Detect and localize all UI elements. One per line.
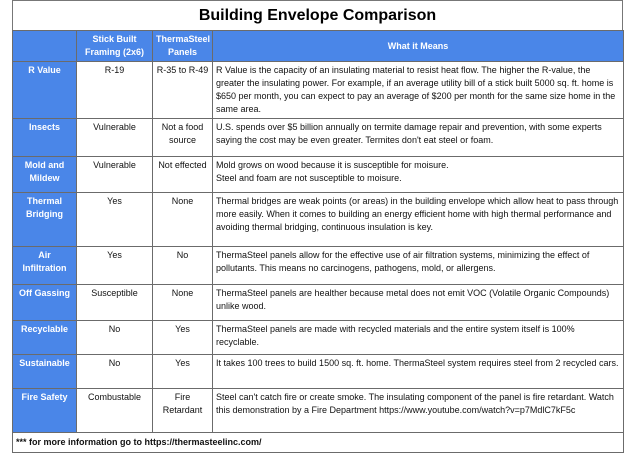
stick-value: Yes (77, 247, 153, 285)
row-description: Mold grows on wood because it is susceptible for moisure. Steel and foam are not susceptible to moisure. (213, 157, 624, 193)
table-row (13, 157, 624, 193)
stick-value: R-19 (77, 62, 153, 119)
row-label: Thermal Bridging (13, 193, 77, 247)
table-row (13, 119, 624, 157)
table-row (13, 193, 624, 247)
row-label: Recyclable (13, 321, 77, 355)
header-thermasteel: ThermaSteel Panels (153, 31, 213, 62)
header-corner (13, 31, 77, 62)
footer-row (13, 433, 624, 453)
header-what-it-means: What it Means (213, 31, 624, 62)
comparison-sheet (12, 0, 623, 453)
row-label: Air Infiltration (13, 247, 77, 285)
footer-note: *** for more information go to https://thermasteelinc.com/ (13, 433, 624, 453)
row-description: ThermaSteel panels are healther because metal does not emit VOC (Volatile Organic Compounds) unlike wood. (213, 285, 624, 321)
table-row (13, 389, 624, 433)
comparison-table (12, 30, 624, 453)
therma-value: Yes (153, 321, 213, 355)
therma-value: Not a food source (153, 119, 213, 157)
therma-value: R-35 to R-49 (153, 62, 213, 119)
stick-value: No (77, 321, 153, 355)
therma-value: None (153, 285, 213, 321)
therma-value: Not effected (153, 157, 213, 193)
row-label: R Value (13, 62, 77, 119)
row-description: Thermal bridges are weak points (or areas) in the building envelope which allow heat to pass through more easily. When it comes to building an energy efficient home with high thermal performance and avoiding thermal bridging, continuous insulation is key. (213, 193, 624, 247)
stick-value: Vulnerable (77, 119, 153, 157)
stick-value: Susceptible (77, 285, 153, 321)
row-label: Sustainable (13, 355, 77, 389)
page-title: Building Envelope Comparison (12, 0, 623, 30)
stick-value: Yes (77, 193, 153, 247)
row-description: U.S. spends over $5 billion annually on termite damage repair and prevention, with some experts saying the cost may be even greater. Termites don't eat steel or foam. (213, 119, 624, 157)
row-description: ThermaSteel panels allow for the effective use of air filtration systems, minimizing the effect of pollutants. This means no carcinogens, pathogens, mold, or allergens. (213, 247, 624, 285)
table-row (13, 62, 624, 119)
row-label: Fire Safety (13, 389, 77, 433)
row-label: Mold and Mildew (13, 157, 77, 193)
stick-value: No (77, 355, 153, 389)
therma-value: Fire Retardant (153, 389, 213, 433)
row-label: Off Gassing (13, 285, 77, 321)
therma-value: None (153, 193, 213, 247)
row-description: It takes 100 trees to build 1500 sq. ft. home. ThermaSteel system requires steel from 2 recycled cars. (213, 355, 624, 389)
table-row (13, 247, 624, 285)
stick-value: Combustable (77, 389, 153, 433)
therma-value: No (153, 247, 213, 285)
header-stick-built: Stick Built Framing (2x6) (77, 31, 153, 62)
table-row (13, 321, 624, 355)
table-row (13, 285, 624, 321)
therma-value: Yes (153, 355, 213, 389)
stick-value: Vulnerable (77, 157, 153, 193)
row-description: R Value is the capacity of an insulating material to resist heat flow. The higher the R-value, the greater the insulating power. For example, if an average utility bill of a stick built 5000 sq. ft. home is $650 per month, you can expect to pay an average of $200 per month for the same size home in the same area. (213, 62, 624, 119)
header-row (13, 31, 624, 62)
row-label: Insects (13, 119, 77, 157)
table-row (13, 355, 624, 389)
row-description: ThermaSteel panels are made with recycled materials and the entire system itself is 100% recyclable. (213, 321, 624, 355)
row-description: Steel can't catch fire or create smoke. The insulating component of the panel is fire retardant. Watch this demonstration by a Fire Department https://www.youtube.com/watch?v=p7MdlC7kF5c (213, 389, 624, 433)
